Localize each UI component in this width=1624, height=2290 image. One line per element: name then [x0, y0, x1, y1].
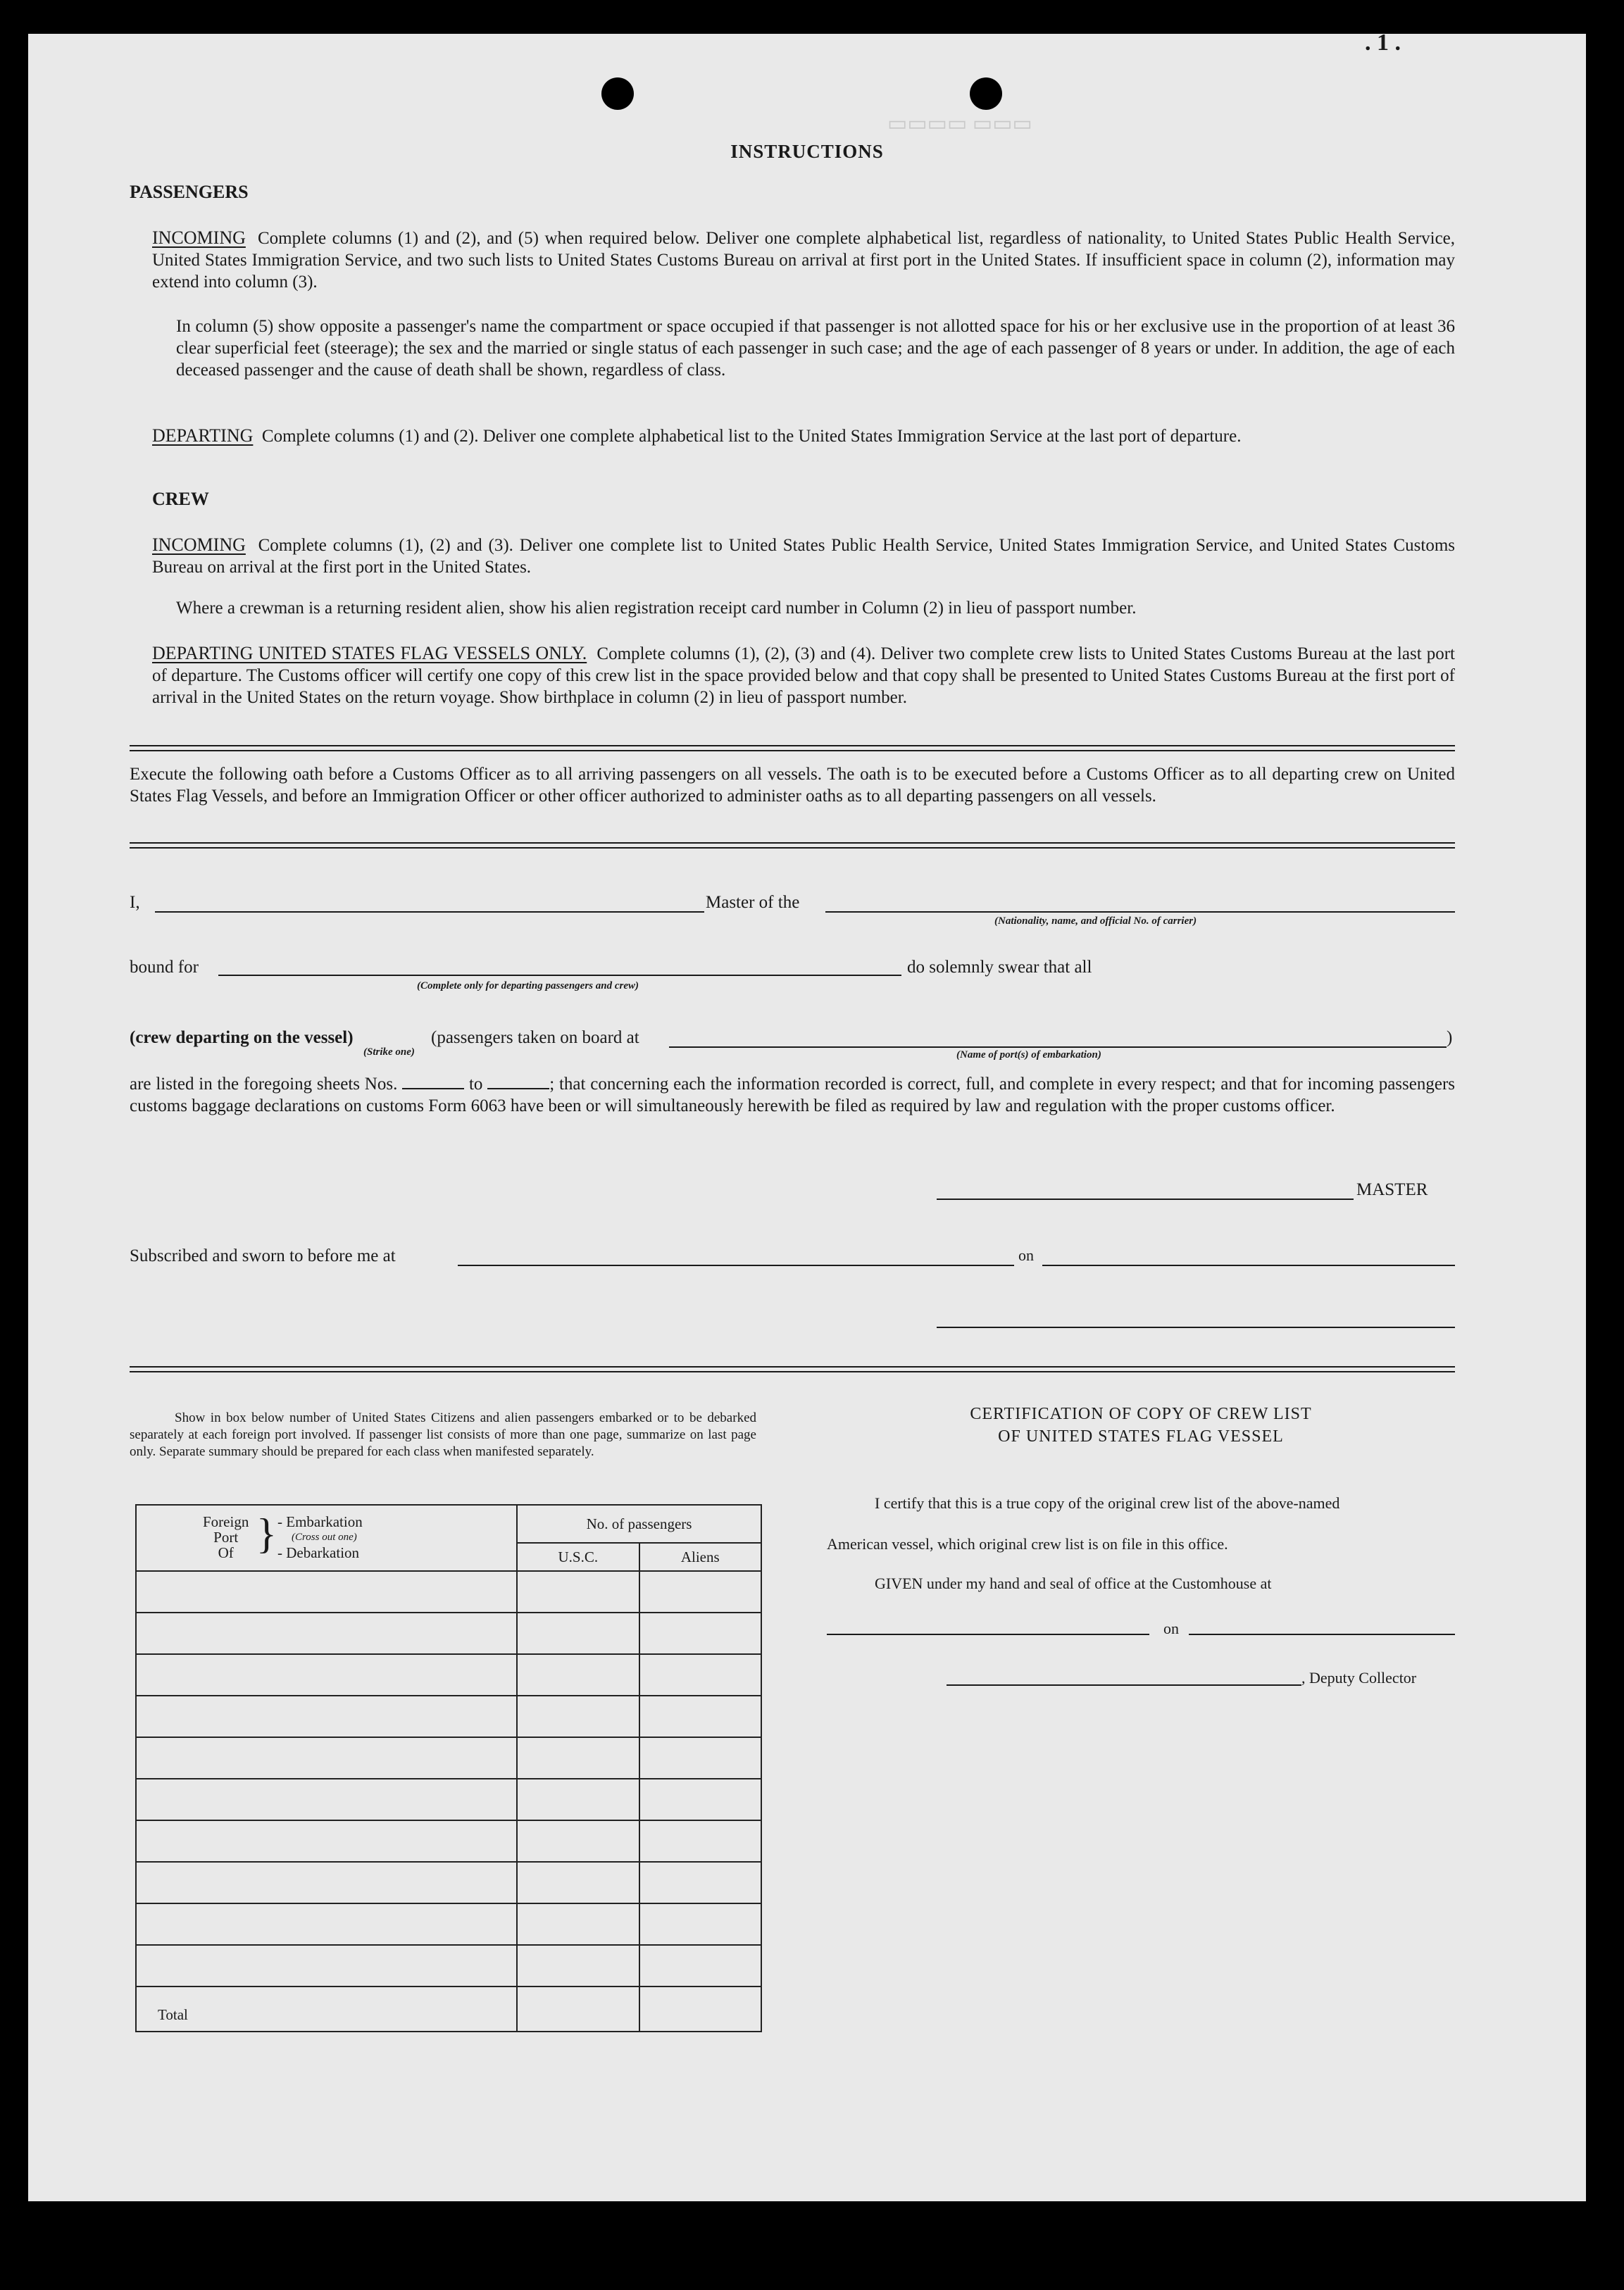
- aliens-cell[interactable]: [639, 1613, 761, 1654]
- deputy-collector-label: , Deputy Collector: [1301, 1669, 1417, 1687]
- usc-cell[interactable]: [517, 1779, 639, 1820]
- bound-note: (Complete only for departing passengers and crew): [417, 980, 639, 991]
- embarkation-port-field[interactable]: [669, 1046, 1447, 1048]
- port-cell[interactable]: [136, 1903, 517, 1945]
- sworn-date-field[interactable]: [1042, 1265, 1455, 1266]
- certification-title-line-2: OF UNITED STATES FLAG VESSEL: [998, 1427, 1284, 1446]
- usc-cell[interactable]: [517, 1613, 639, 1654]
- swear-text: do solemnly swear that all: [907, 958, 1092, 977]
- aliens-cell[interactable]: [639, 1737, 761, 1779]
- subscribed-label: Subscribed and sworn to before me at: [130, 1246, 396, 1265]
- usc-cell[interactable]: [517, 1737, 639, 1779]
- usc-cell[interactable]: [517, 1945, 639, 1986]
- port-cell[interactable]: [136, 1779, 517, 1820]
- port-cell[interactable]: [136, 1571, 517, 1613]
- certification-title: [831, 1403, 1451, 1448]
- crew-incoming-label: INCOMING: [152, 534, 246, 555]
- certification-date-field[interactable]: [1189, 1634, 1455, 1635]
- punch-hole: [601, 77, 634, 110]
- certify-line-3: GIVEN under my hand and seal of office at the Customhouse at: [875, 1575, 1272, 1592]
- of-label: Of: [218, 1544, 234, 1561]
- certification-title-line-1: CERTIFICATION OF COPY OF CREW LIST: [970, 1405, 1312, 1423]
- embarkation-option[interactable]: - Embarkation: [277, 1513, 363, 1530]
- usc-cell[interactable]: [517, 1820, 639, 1862]
- sheet-from-field[interactable]: [402, 1088, 464, 1089]
- crew-departing-label: DEPARTING UNITED STATES FLAG VESSELS ONLY.: [152, 643, 587, 663]
- master-label: MASTER: [1356, 1180, 1428, 1199]
- resident-alien-instruction: Where a crewman is a returning resident alien, show his alien registration receipt card number in Column (2) in lieu of passport number.: [176, 599, 1137, 618]
- aliens-cell[interactable]: [639, 1696, 761, 1737]
- passengers-departing-instruction: [152, 425, 1455, 447]
- crew-departing-text: Complete columns (1), (2), (3) and (4). Deliver two complete crew lists to United States Customs Bureau at the last port of departure. The Customs officer will certify one copy of this crew list in the space provided below and that copy shall be presented to United States Customs Bureau at the first port of arrival in the United States on the return voyage. Show birthplace in column (2) in lieu of passport number.: [152, 644, 1456, 707]
- page-title: INSTRUCTIONS: [730, 141, 884, 162]
- oath-intro: Execute the following oath before a Customs Officer as to all arriving passengers on all vessels. The oath is to be executed before a Customs Officer as to all departing crew on United States Flag Vessels, and before an Immigration Officer or other officer authorized to administer oaths as to all departing passengers on all vessels.: [130, 765, 1455, 806]
- port-label: Port: [213, 1529, 239, 1546]
- aliens-cell[interactable]: [639, 1571, 761, 1613]
- foreign-label: Foreign: [203, 1513, 249, 1530]
- certify-line-2: American vessel, which original crew list is on file in this office.: [827, 1535, 1228, 1553]
- listed-a: are listed in the foregoing sheets Nos.: [130, 1075, 398, 1094]
- crew-heading: CREW: [152, 489, 209, 509]
- usc-total-cell[interactable]: [517, 1986, 639, 2032]
- master-name-field[interactable]: [155, 911, 704, 913]
- divider: [130, 842, 1455, 849]
- foreign-port-header: [136, 1505, 517, 1571]
- ports-note: (Name of port(s) of embarkation): [956, 1049, 1101, 1060]
- total-label: Total: [136, 1986, 517, 2032]
- usc-cell[interactable]: [517, 1571, 639, 1613]
- incoming-label: INCOMING: [152, 227, 246, 248]
- passenger-summary-table: [135, 1504, 762, 2032]
- passengers-heading: PASSENGERS: [130, 182, 249, 202]
- bleed-through-impression: ▭▭▭ ▭▭▭▭: [887, 112, 1032, 135]
- certify-line-1: I certify that this is a true copy of the original crew list of the above-named: [875, 1494, 1340, 1512]
- officer-signature-field[interactable]: [937, 1327, 1455, 1328]
- aliens-cell[interactable]: [639, 1820, 761, 1862]
- master-of-label: Master of the: [706, 893, 800, 912]
- passengers-incoming-instruction: [152, 227, 1455, 293]
- bound-for-label: bound for: [130, 958, 199, 977]
- debarkation-option[interactable]: - Debarkation: [277, 1544, 360, 1561]
- usc-cell[interactable]: [517, 1696, 639, 1737]
- usc-cell[interactable]: [517, 1862, 639, 1903]
- column5-instruction: In column (5) show opposite a passenger's name the compartment or space occupied if that passenger is not allotted space for his or her exclusive use in the proportion of at least 36 clear superficial feet (steerage); the sex and the married or single status of each passenger in such case; and the age of each passenger of 8 years or under. In addition, the age of each deceased passenger and the cause of death shall be shown, regardless of class.: [176, 317, 1455, 380]
- cross-note: (Cross out one): [292, 1532, 357, 1543]
- crew-departing-option[interactable]: (crew departing on the vessel): [130, 1028, 354, 1047]
- listed-to: to: [468, 1075, 483, 1094]
- departing-label: DEPARTING: [152, 425, 254, 446]
- crew-incoming-instruction: [152, 534, 1455, 578]
- departing-text: Complete columns (1) and (2). Deliver one complete alphabetical list to the United States Immigration Service at the last port of departure.: [261, 427, 1242, 446]
- sheet-to-field[interactable]: [487, 1088, 549, 1089]
- usc-cell[interactable]: [517, 1654, 639, 1696]
- usc-header: U.S.C.: [517, 1543, 639, 1571]
- passengers-taken-option[interactable]: (passengers taken on board at: [431, 1028, 639, 1047]
- bound-for-field[interactable]: [218, 975, 901, 976]
- carrier-note: (Nationality, name, and official No. of carrier): [994, 915, 1197, 927]
- port-cell[interactable]: [136, 1613, 517, 1654]
- divider: [130, 745, 1455, 751]
- punch-hole: [970, 77, 1002, 110]
- aliens-total-cell[interactable]: [639, 1986, 761, 2032]
- aliens-cell[interactable]: [639, 1945, 761, 1986]
- corner-mark: . 1 .: [1365, 34, 1401, 56]
- port-cell[interactable]: [136, 1737, 517, 1779]
- sworn-on-label: on: [1018, 1246, 1034, 1264]
- brace-icon: }: [256, 1510, 277, 1557]
- summary-instructions: Show in box below number of United States Citizens and alien passengers embarked or to be debarked separately at each foreign port involved. If passenger list consists of more than one page, summarize on last page only. Separate summary should be prepared for each class when manifested separately.: [130, 1410, 756, 1459]
- divider: [130, 1366, 1455, 1372]
- aliens-cell[interactable]: [639, 1903, 761, 1945]
- sworn-place-field[interactable]: [458, 1265, 1014, 1266]
- port-cell[interactable]: [136, 1945, 517, 1986]
- incoming-text: Complete columns (1) and (2), and (5) when required below. Deliver one complete alphabetical list, regardless of nationality, to United States Public Health Service, United States Immigration Service, and two such lists to United States Customs Bureau on arrival at first port in the United States. If insufficient space in column (2), information may extend into column (3).: [152, 229, 1456, 292]
- crew-departing-instruction: [152, 642, 1455, 708]
- port-cell[interactable]: [136, 1696, 517, 1737]
- i-label: I,: [130, 893, 140, 912]
- usc-cell[interactable]: [517, 1903, 639, 1945]
- no-passengers-header: No. of passengers: [517, 1505, 761, 1543]
- customhouse-place-field[interactable]: [827, 1634, 1149, 1635]
- aliens-header: Aliens: [639, 1543, 761, 1571]
- listed-b: ; that concerning each the information recorded is correct, full, and complete in every respect; and that for incoming passengers customs baggage declarations on customs Form 6063 have been or will simultaneously herewith be filed as required by law and regulation with the proper customs officer.: [130, 1075, 1455, 1115]
- close-paren: ): [1447, 1028, 1453, 1047]
- port-cell[interactable]: [136, 1820, 517, 1862]
- strike-note: (Strike one): [363, 1046, 415, 1058]
- aliens-cell[interactable]: [639, 1862, 761, 1903]
- carrier-field[interactable]: [825, 911, 1455, 913]
- port-cell[interactable]: [136, 1654, 517, 1696]
- form-page: [28, 34, 1586, 2201]
- port-cell[interactable]: [136, 1862, 517, 1903]
- aliens-cell[interactable]: [639, 1779, 761, 1820]
- listed-statement: [130, 1073, 1455, 1117]
- cert-on-label: on: [1163, 1620, 1179, 1637]
- aliens-cell[interactable]: [639, 1654, 761, 1696]
- deputy-signature-field[interactable]: [947, 1684, 1301, 1686]
- crew-incoming-text: Complete columns (1), (2) and (3). Deliver one complete list to United States Public Health Service, United States Immigration Service, and United States Customs Bureau on arrival at the first port in the United States.: [152, 536, 1456, 577]
- master-signature-field[interactable]: [937, 1199, 1354, 1200]
